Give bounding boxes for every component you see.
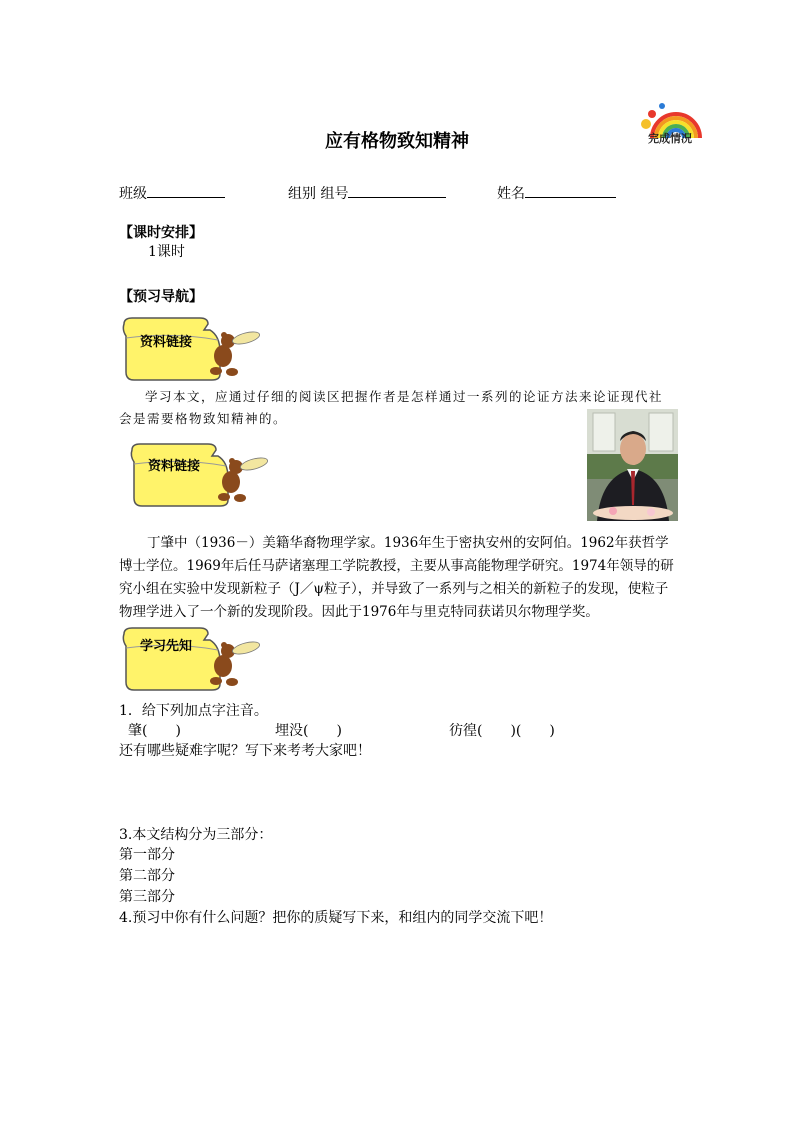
- schedule-value: 1课时: [148, 244, 185, 260]
- page-title: 应有格物致知精神: [325, 131, 469, 152]
- class-field[interactable]: [119, 182, 225, 204]
- class-label: 班级: [119, 186, 147, 202]
- question-1-followup: 还有哪些疑难字呢？写下来考考大家吧！: [119, 743, 371, 759]
- part-1-label: 第一部分: [119, 847, 175, 863]
- preview-heading: 【预习导航】: [119, 289, 203, 305]
- badge-text: 完成情况: [648, 132, 692, 145]
- schedule-heading: 【课时安排】: [119, 225, 203, 241]
- honey-jar-banner-2: [126, 442, 276, 508]
- group-blank[interactable]: [348, 182, 446, 198]
- question-3: 3.本文结构分为三部分：: [119, 827, 273, 843]
- person-photo-icon: [587, 409, 678, 521]
- portrait-photo: [587, 409, 678, 521]
- part-2-label: 第二部分: [119, 868, 175, 884]
- pinyin-item-2[interactable]: 埋没( ): [275, 723, 342, 739]
- name-blank[interactable]: [525, 182, 616, 198]
- pinyin-item-3[interactable]: 彷徨( )( ): [449, 723, 555, 739]
- honey-jar-icon: [126, 442, 276, 508]
- class-blank[interactable]: [147, 182, 225, 198]
- jar-label-3: 学习先知: [140, 639, 193, 654]
- group-label: 组别 组号: [288, 186, 349, 202]
- name-field[interactable]: [497, 182, 616, 204]
- bio-paragraph: 丁肇中（1936－）美籍华裔物理学家。1936年生于密执安州的安阿伯。1962年获哲学博士学位。1969年后任马萨诸塞理工学院教授，主要从事高能物理学研究。1974年领导的研究小组在实验中发现新粒子（J／ψ粒子），并导致了一系列与之相关的新粒子的发现，使粒子物理学进入了一个新的发现阶段。因此于1976年与里克特同获诺贝尔物理学奖。: [119, 535, 674, 620]
- name-label: 姓名: [497, 186, 525, 202]
- jar-label-2: 资料链接: [148, 459, 201, 474]
- question-1: 1．给下列加点字注音。: [119, 703, 268, 719]
- intro-paragraph: 学习本文，应通过仔细的阅读区把握作者是怎样通过一系列的论证方法来论证现代社会是需要格物致知精神的。: [119, 389, 664, 426]
- pinyin-item-1[interactable]: 肇( ): [128, 723, 181, 739]
- group-field[interactable]: [288, 182, 446, 204]
- part-3-label: 第三部分: [119, 889, 175, 905]
- jar-label-1: 资料链接: [140, 335, 193, 350]
- question-4: 4.预习中你有什么问题？把你的质疑写下来，和组内的同学交流下吧！: [119, 910, 553, 926]
